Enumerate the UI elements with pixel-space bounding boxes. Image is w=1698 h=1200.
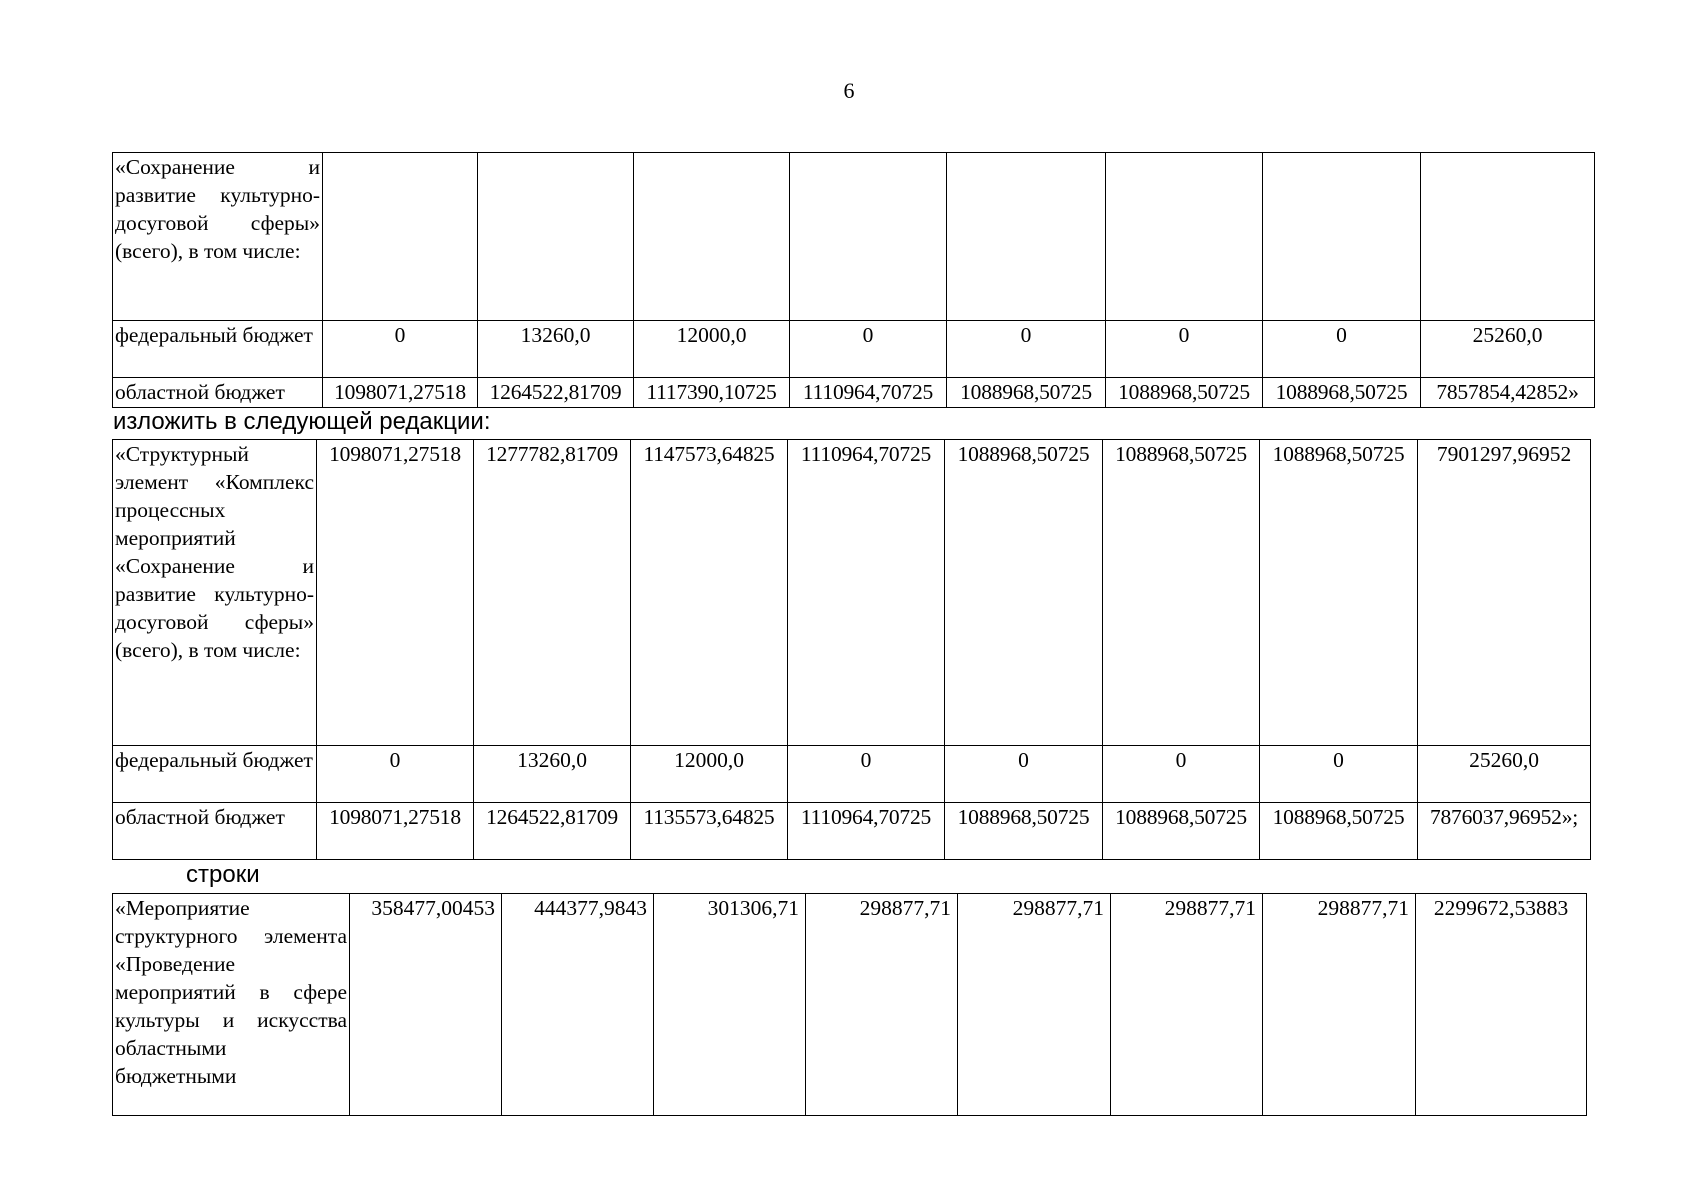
table-cell	[634, 153, 790, 321]
table-cell	[1263, 153, 1421, 321]
table-cell: 0	[788, 746, 945, 803]
table-cell: 1135573,64825	[631, 803, 788, 860]
table-cell: 358477,00453	[350, 894, 502, 1116]
table-cell: 12000,0	[634, 321, 790, 378]
row-label: «Сохранение и развитие культурно-досуговой сферы» (всего), в том числе:	[113, 153, 323, 321]
table-cell: 1088968,50725	[1263, 378, 1421, 408]
amend-heading: изложить в следующей редакции:	[113, 408, 491, 435]
table-cell: 444377,9843	[502, 894, 654, 1116]
table-cell: 0	[945, 746, 1103, 803]
table-cell: 298877,71	[1263, 894, 1416, 1116]
table-cell: 1088968,50725	[945, 440, 1103, 746]
original-budget-table	[112, 152, 1595, 408]
table-cell: 13260,0	[474, 746, 631, 803]
table-cell: 1088968,50725	[1103, 803, 1260, 860]
table-cell: 0	[790, 321, 947, 378]
table-cell: 25260,0	[1418, 746, 1591, 803]
table-cell: 1110964,70725	[788, 440, 945, 746]
table-cell: 1147573,64825	[631, 440, 788, 746]
table-row	[113, 803, 1591, 860]
table-cell	[1421, 153, 1595, 321]
table-cell: 1088968,50725	[945, 803, 1103, 860]
table-cell: 0	[1103, 746, 1260, 803]
rows-heading: строки	[186, 861, 260, 888]
table-cell: 1264522,81709	[474, 803, 631, 860]
table-row	[113, 746, 1591, 803]
table-cell: 0	[1106, 321, 1263, 378]
table-row	[113, 153, 1595, 321]
page-number: 6	[843, 78, 855, 103]
table-cell	[1106, 153, 1263, 321]
row-label: «Структурный элемент «Комплекс процессных мероприятий «Сохранение и развитие культурно-досуговой сферы» (всего), в том числе:	[113, 440, 317, 746]
table-cell: 1117390,10725	[634, 378, 790, 408]
table-cell: 1088968,50725	[1106, 378, 1263, 408]
table-cell: 1110964,70725	[790, 378, 947, 408]
table-cell: 1088968,50725	[947, 378, 1106, 408]
row-label: «Мероприятие структурного элемента «Проведение мероприятий в сфере культуры и искусства областными бюджетными	[113, 894, 350, 1116]
table-cell	[790, 153, 947, 321]
table-cell: 298877,71	[958, 894, 1111, 1116]
table-cell: 1098071,27518	[317, 803, 474, 860]
table-cell: 1277782,81709	[474, 440, 631, 746]
table-cell	[947, 153, 1106, 321]
table-cell: 298877,71	[1111, 894, 1263, 1116]
table-cell	[323, 153, 478, 321]
table-cell: 1098071,27518	[323, 378, 478, 408]
table-row	[113, 321, 1595, 378]
row-label: федеральный бюджет	[113, 746, 317, 803]
table-cell: 7857854,42852»	[1421, 378, 1595, 408]
table-cell: 13260,0	[478, 321, 634, 378]
table-cell: 0	[1260, 746, 1418, 803]
table-cell	[478, 153, 634, 321]
table-cell: 1264522,81709	[478, 378, 634, 408]
table-cell: 7901297,96952	[1418, 440, 1591, 746]
amended-budget-table	[112, 439, 1591, 860]
table-cell: 0	[947, 321, 1106, 378]
table-cell: 1098071,27518	[317, 440, 474, 746]
table-cell: 1088968,50725	[1260, 803, 1418, 860]
table-cell: 1088968,50725	[1260, 440, 1418, 746]
row-label: федеральный бюджет	[113, 321, 323, 378]
table-cell: 298877,71	[806, 894, 958, 1116]
table-cell: 301306,71	[654, 894, 806, 1116]
table-cell: 1110964,70725	[788, 803, 945, 860]
table-cell: 1088968,50725	[1103, 440, 1260, 746]
table-cell: 7876037,96952»;	[1418, 803, 1591, 860]
table-cell: 0	[317, 746, 474, 803]
table-cell: 25260,0	[1421, 321, 1595, 378]
table-row	[113, 440, 1591, 746]
row-label: областной бюджет	[113, 378, 323, 408]
table-cell: 12000,0	[631, 746, 788, 803]
table-cell: 2299672,53883	[1416, 894, 1587, 1116]
event-budget-table	[112, 893, 1587, 1116]
table-cell: 0	[323, 321, 478, 378]
table-row	[113, 378, 1595, 408]
row-label: областной бюджет	[113, 803, 317, 860]
table-row	[113, 894, 1587, 1116]
table-cell: 0	[1263, 321, 1421, 378]
